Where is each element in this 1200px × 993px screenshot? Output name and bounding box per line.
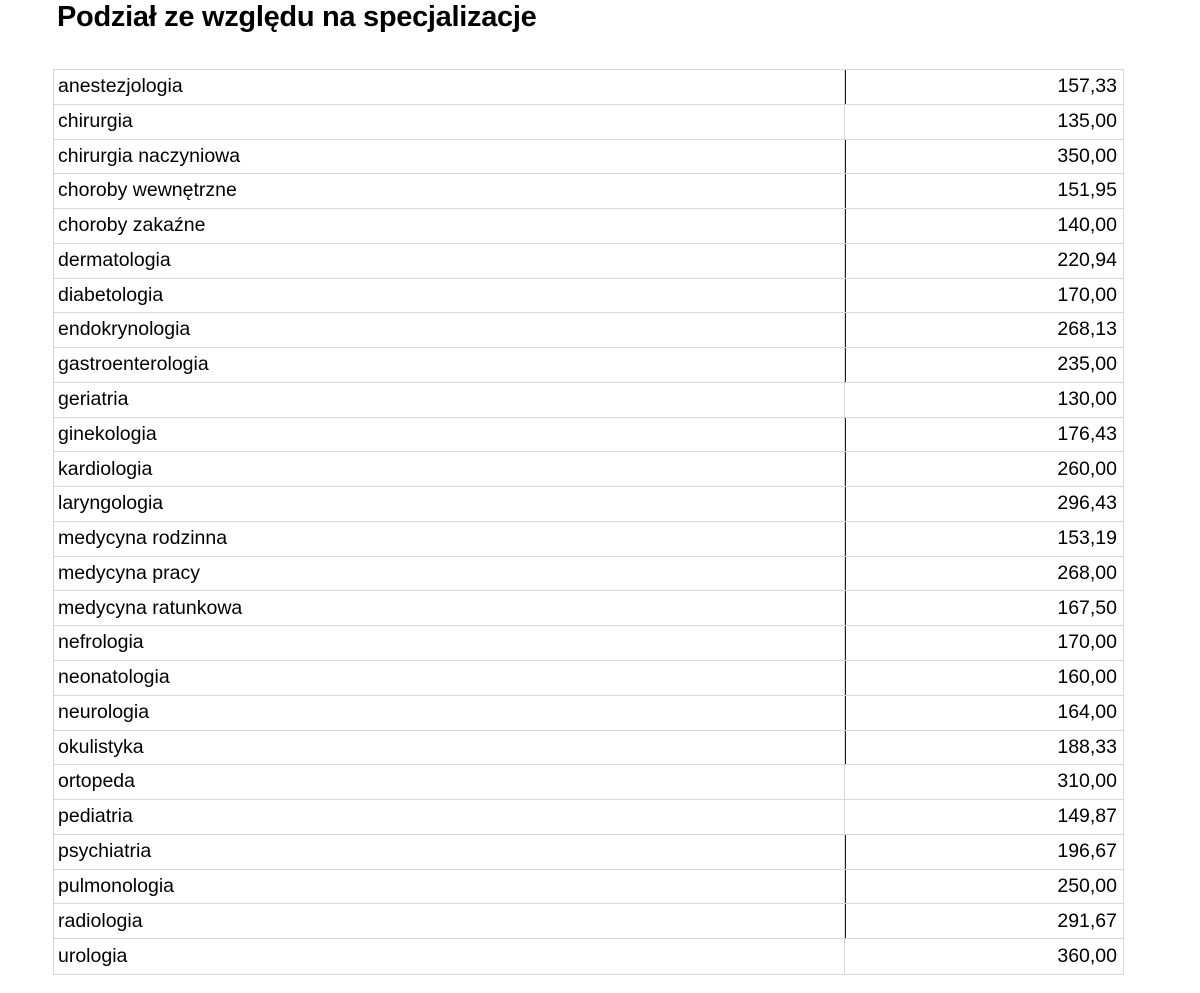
table-row: [54, 870, 1123, 905]
specialization-cell[interactable]: geriatria: [54, 383, 845, 417]
value-cell[interactable]: 250,00: [845, 870, 1123, 904]
specialization-cell[interactable]: choroby wewnętrzne: [54, 174, 845, 208]
value-cell[interactable]: 140,00: [845, 209, 1123, 243]
specialization-cell[interactable]: choroby zakaźne: [54, 209, 845, 243]
value-cell[interactable]: 167,50: [845, 591, 1123, 625]
value-cell[interactable]: 170,00: [845, 279, 1123, 313]
value-cell[interactable]: 160,00: [845, 661, 1123, 695]
table-row: [54, 591, 1123, 626]
specialization-cell[interactable]: chirurgia: [54, 105, 845, 139]
table-row: [54, 696, 1123, 731]
table-row: [54, 452, 1123, 487]
table-row: [54, 348, 1123, 383]
value-cell[interactable]: 296,43: [845, 487, 1123, 521]
specialization-cell[interactable]: gastroenterologia: [54, 348, 845, 382]
value-cell[interactable]: 176,43: [845, 418, 1123, 452]
specialization-cell[interactable]: psychiatria: [54, 835, 845, 869]
table-row: [54, 105, 1123, 140]
table-row: [54, 522, 1123, 557]
table-row: [54, 557, 1123, 592]
table-row: [54, 418, 1123, 453]
value-cell[interactable]: 149,87: [1057, 805, 1117, 828]
specialization-cell[interactable]: kardiologia: [54, 452, 845, 486]
table-row: [54, 939, 1123, 974]
table-row: [54, 174, 1123, 209]
value-cell[interactable]: 188,33: [845, 731, 1123, 765]
table-row: [54, 244, 1123, 279]
table-row: [54, 383, 1123, 418]
value-cell[interactable]: 170,00: [845, 626, 1123, 660]
table-row: [54, 209, 1123, 244]
specialization-cell[interactable]: anestezjologia: [54, 70, 845, 104]
specialization-cell[interactable]: ortopeda: [54, 765, 845, 799]
page-title: Podział ze względu na specjalizacje: [57, 1, 537, 33]
specialization-cell[interactable]: pulmonologia: [54, 870, 845, 904]
specialization-cell[interactable]: chirurgia naczyniowa: [54, 140, 845, 174]
value-cell[interactable]: 350,00: [845, 140, 1123, 174]
specialization-cell[interactable]: dermatologia: [54, 244, 845, 278]
specialization-cell[interactable]: urologia: [54, 939, 845, 974]
value-cell[interactable]: 151,95: [845, 174, 1123, 208]
value-cell[interactable]: 268,13: [845, 313, 1123, 347]
table-row: [54, 279, 1123, 314]
specialization-cell[interactable]: okulistyka: [54, 731, 845, 765]
specialization-cell[interactable]: nefrologia: [54, 626, 845, 660]
specialization-cell[interactable]: radiologia: [54, 904, 845, 938]
table-row: [54, 765, 1123, 800]
table-row: [54, 626, 1123, 661]
specialization-cell[interactable]: medycyna pracy: [54, 557, 845, 591]
table-row: [54, 731, 1123, 766]
specialization-cell[interactable]: endokrynologia: [54, 313, 845, 347]
specialization-table: [53, 69, 1124, 975]
table-row: [54, 487, 1123, 522]
specialization-cell[interactable]: medycyna rodzinna: [54, 522, 845, 556]
value-cell[interactable]: 291,67: [845, 904, 1123, 938]
specialization-cell[interactable]: medycyna ratunkowa: [54, 591, 845, 625]
value-cell[interactable]: 164,00: [845, 696, 1123, 730]
value-cell[interactable]: 235,00: [845, 348, 1123, 382]
specialization-cell[interactable]: laryngologia: [54, 487, 845, 521]
table-row: [54, 313, 1123, 348]
table-row: [54, 70, 1123, 105]
value-cell[interactable]: 220,94: [845, 244, 1123, 278]
specialization-cell[interactable]: neonatologia: [54, 661, 845, 695]
value-cell[interactable]: 360,00: [1057, 944, 1117, 967]
table-row: [54, 661, 1123, 696]
value-cell[interactable]: 310,00: [1057, 770, 1117, 793]
value-cell[interactable]: 130,00: [1057, 388, 1117, 411]
value-cell[interactable]: 260,00: [845, 452, 1123, 486]
table-row: [54, 835, 1123, 870]
specialization-cell[interactable]: diabetologia: [54, 279, 845, 313]
table-row: [54, 140, 1123, 175]
specialization-cell[interactable]: neurologia: [54, 696, 845, 730]
value-cell[interactable]: 196,67: [845, 835, 1123, 869]
specialization-cell[interactable]: ginekologia: [54, 418, 845, 452]
value-cell[interactable]: 268,00: [845, 557, 1123, 591]
value-cell[interactable]: 153,19: [845, 522, 1123, 556]
table-row: [54, 800, 1123, 835]
value-cell[interactable]: 135,00: [1057, 109, 1117, 132]
table-row: [54, 904, 1123, 939]
value-cell[interactable]: 157,33: [845, 70, 1123, 104]
specialization-cell[interactable]: pediatria: [54, 800, 845, 834]
